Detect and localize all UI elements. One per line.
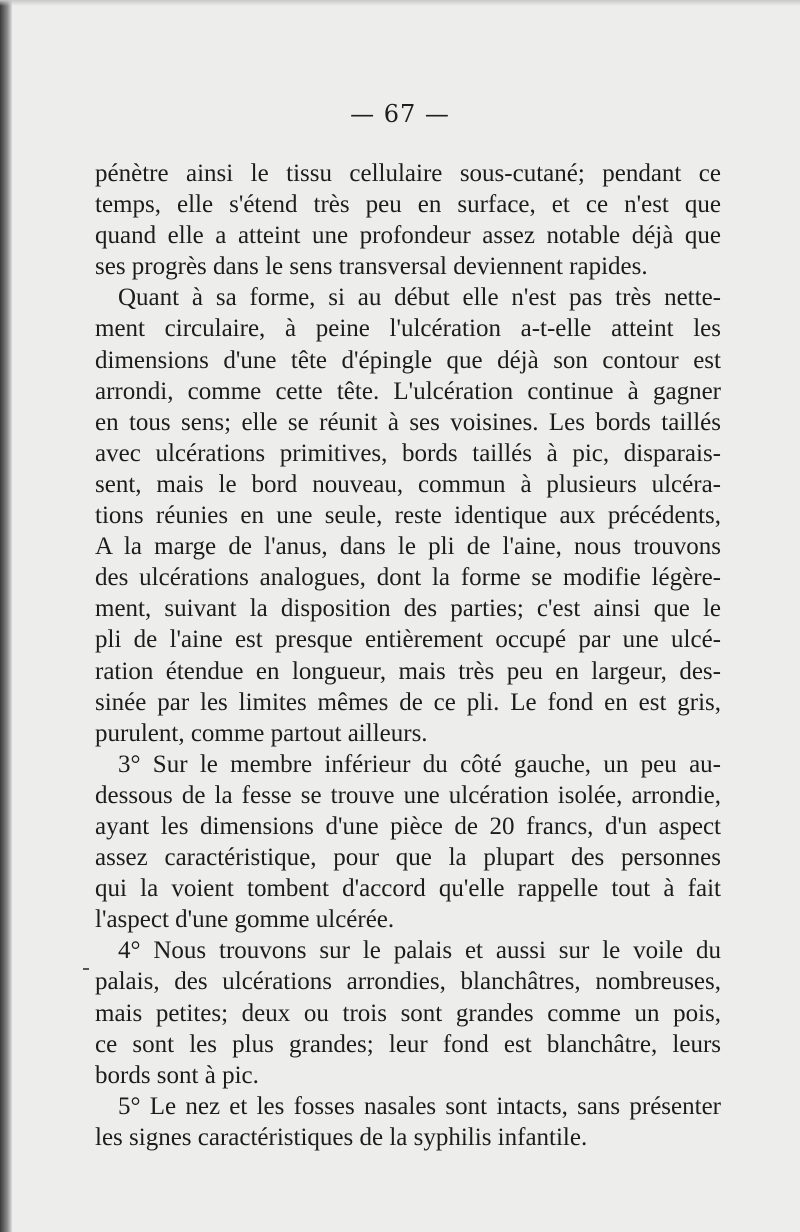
text-line: sent, mais le bord nouveau, commun à plusieurs ulcéra- <box>95 470 721 498</box>
paragraph <box>95 282 721 748</box>
text-line: sinée par les limites mêmes de ce pli. Le fond en est gris, <box>95 688 721 716</box>
text-line: dimensions d'une tête d'épingle que déjà son contour est <box>95 346 721 374</box>
paragraph <box>95 158 721 282</box>
text-line: 5° Le nez et les fosses nasales sont intacts, sans présenter <box>118 1092 721 1120</box>
text-line: pénètre ainsi le tissu cellulaire sous-cutané; pendant ce <box>95 160 721 187</box>
text-line: Quant à sa forme, si au début elle n'est pas très nette- <box>118 284 721 312</box>
body-text <box>95 158 721 1153</box>
text-line: l'aspect d'une gomme ulcérée. <box>95 906 395 934</box>
text-line: A la marge de l'anus, dans le pli de l'aine, nous trouvons <box>95 533 721 561</box>
text-line: assez caractéristique, pour que la plupart des personnes <box>95 844 721 872</box>
text-line: pli de l'aine est presque entièrement occupé par une ulcé- <box>95 626 721 654</box>
text-line: ment circulaire, à peine l'ulcération a-t-elle atteint les <box>95 315 721 343</box>
text-line: ses progrès dans le sens transversal deviennent rapides. <box>95 253 648 281</box>
text-line: temps, elle s'étend très peu en surface, et ce n'est que <box>95 191 721 219</box>
text-line: tions réunies en une seule, reste identique aux précédents, <box>95 502 721 530</box>
text-line: palais, des ulcérations arrondies, blanchâtres, nombreuses, <box>95 968 721 996</box>
text-line: des ulcérations analogues, dont la forme se modifie légère- <box>95 564 721 592</box>
text-line: purulent, comme partout ailleurs. <box>95 719 428 747</box>
text-line: qui la voient tombent d'accord qu'elle rappelle tout à fait <box>95 875 721 903</box>
text-line: quand elle a atteint une profondeur assez notable déjà que <box>95 222 721 250</box>
text-line: avec ulcérations primitives, bords taillés à pic, disparais- <box>95 439 721 467</box>
text-line: les signes caractéristiques de la syphilis infantile. <box>95 1123 588 1151</box>
paragraph <box>95 749 721 936</box>
text-line: 3° Sur le membre inférieur du côté gauche, un peu au- <box>118 750 721 778</box>
text-line: ment, suivant la disposition des parties; c'est ainsi que le <box>95 595 721 623</box>
paragraph <box>95 1091 721 1153</box>
text-line: ayant les dimensions d'une pièce de 20 francs, d'un aspect <box>95 812 721 840</box>
text-line: ration étendue en longueur, mais très peu en largeur, des- <box>95 657 721 685</box>
text-line: ce sont les plus grandes; leur fond est blanchâtre, leurs <box>95 1030 721 1058</box>
text-line: bords sont à pic. <box>95 1061 259 1089</box>
paragraph <box>95 935 721 1090</box>
text-line: dessous de la fesse se trouve une ulcération isolée, arrondie, <box>95 781 721 809</box>
page-number: — 67 — <box>350 100 450 128</box>
text-line: arrondi, comme cette tête. L'ulcération continue à gagner <box>95 377 721 405</box>
text-line: 4° Nous trouvons sur le palais et aussi sur le voile du <box>118 937 721 965</box>
text-line: mais petites; deux ou trois sont grandes comme un pois, <box>95 999 721 1027</box>
text-line: en tous sens; elle se réunit à ses voisines. Les bords taillés <box>95 408 721 436</box>
ink-mark <box>83 968 89 970</box>
